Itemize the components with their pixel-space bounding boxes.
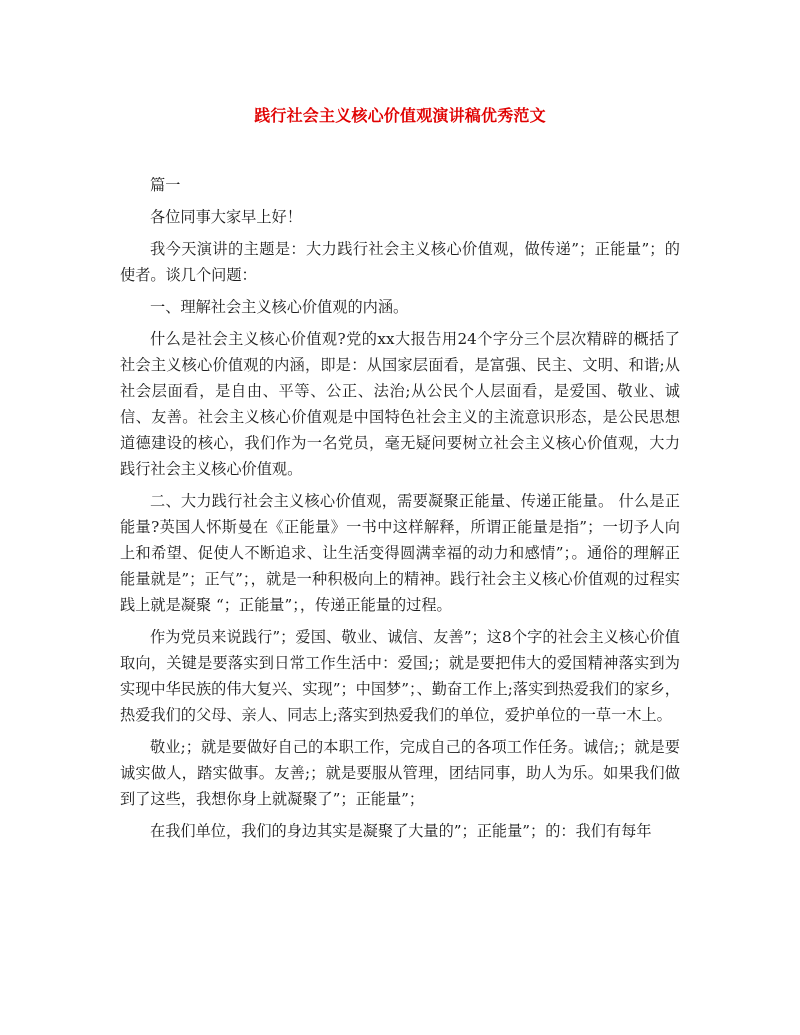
paragraph: 什么是社会主义核心价值观?党的xx大报告用24个字分三个层次精辟的概括了社会主义核心价值观的内涵，即是：从国家层面看，是富强、民主、文明、和谐;从社会层面看，是自由、平等、公正、法治;从公民个人层面看，是爱国、敬业、诚信、友善。社会主义核心价值观是中国特色社会主义的主流意识形态，是公民思想道德建设的核心，我们作为一名党员，毫无疑问要树立社会主义核心价值观，大力践行社会主义核心价值观。 [120,330,680,478]
paragraph: 我今天演讲的主题是：大力践行社会主义核心价值观，做传递”；正能量”；的使者。谈几个问题： [120,240,680,284]
paragraph: 作为党员来说践行”；爱国、敬业、诚信、友善”；这8个字的社会主义核心价值取向，关键是要落实到日常工作生活中：爱国;；就是要把伟大的爱国精神落实到为实现中华民族的伟大复兴、实现”；中国梦”；、勤奋工作上;落实到热爱我们的家乡，热爱我们的父母、亲人、同志上;落实到热爱我们的单位，爱护单位的一草一木上。 [120,628,680,724]
paragraph: 二、大力践行社会主义核心价值观，需要凝聚正能量、传递正能量。 什么是正能量?英国人怀斯曼在《正能量》一书中这样解释，所谓正能量是指”；一切予人向上和希望、促使人不断追求、让生活变得圆满幸福的动力和感情”；。通俗的理解正能量就是”；正气”；，就是一种积极向上的精神。践行社会主义核心价值观的过程实践上就是凝聚 “；正能量”；，传递正能量的过程。 [120,492,680,614]
paragraph-section-heading: 一、理解社会主义核心价值观的内涵。 [150,298,409,316]
document-body [120,172,680,850]
paragraph: 敬业;；就是要做好自己的本职工作，完成自己的各项工作任务。诚信;；就是要诚实做人，踏实做事。友善;；就是要服从管理，团结同事，助人为乐。如果我们做到了这些，我想你身上就凝聚了”；正能量”； [120,738,680,808]
paragraph-heading: 篇一 [150,176,181,194]
paragraph-greeting: 各位同事大家早上好！ [150,208,302,226]
document-title: 践行社会主义核心价值观演讲稿优秀范文 [254,106,546,125]
paragraph: 在我们单位，我们的身边其实是凝聚了大量的”；正能量”；的：我们有每年 [150,822,652,840]
